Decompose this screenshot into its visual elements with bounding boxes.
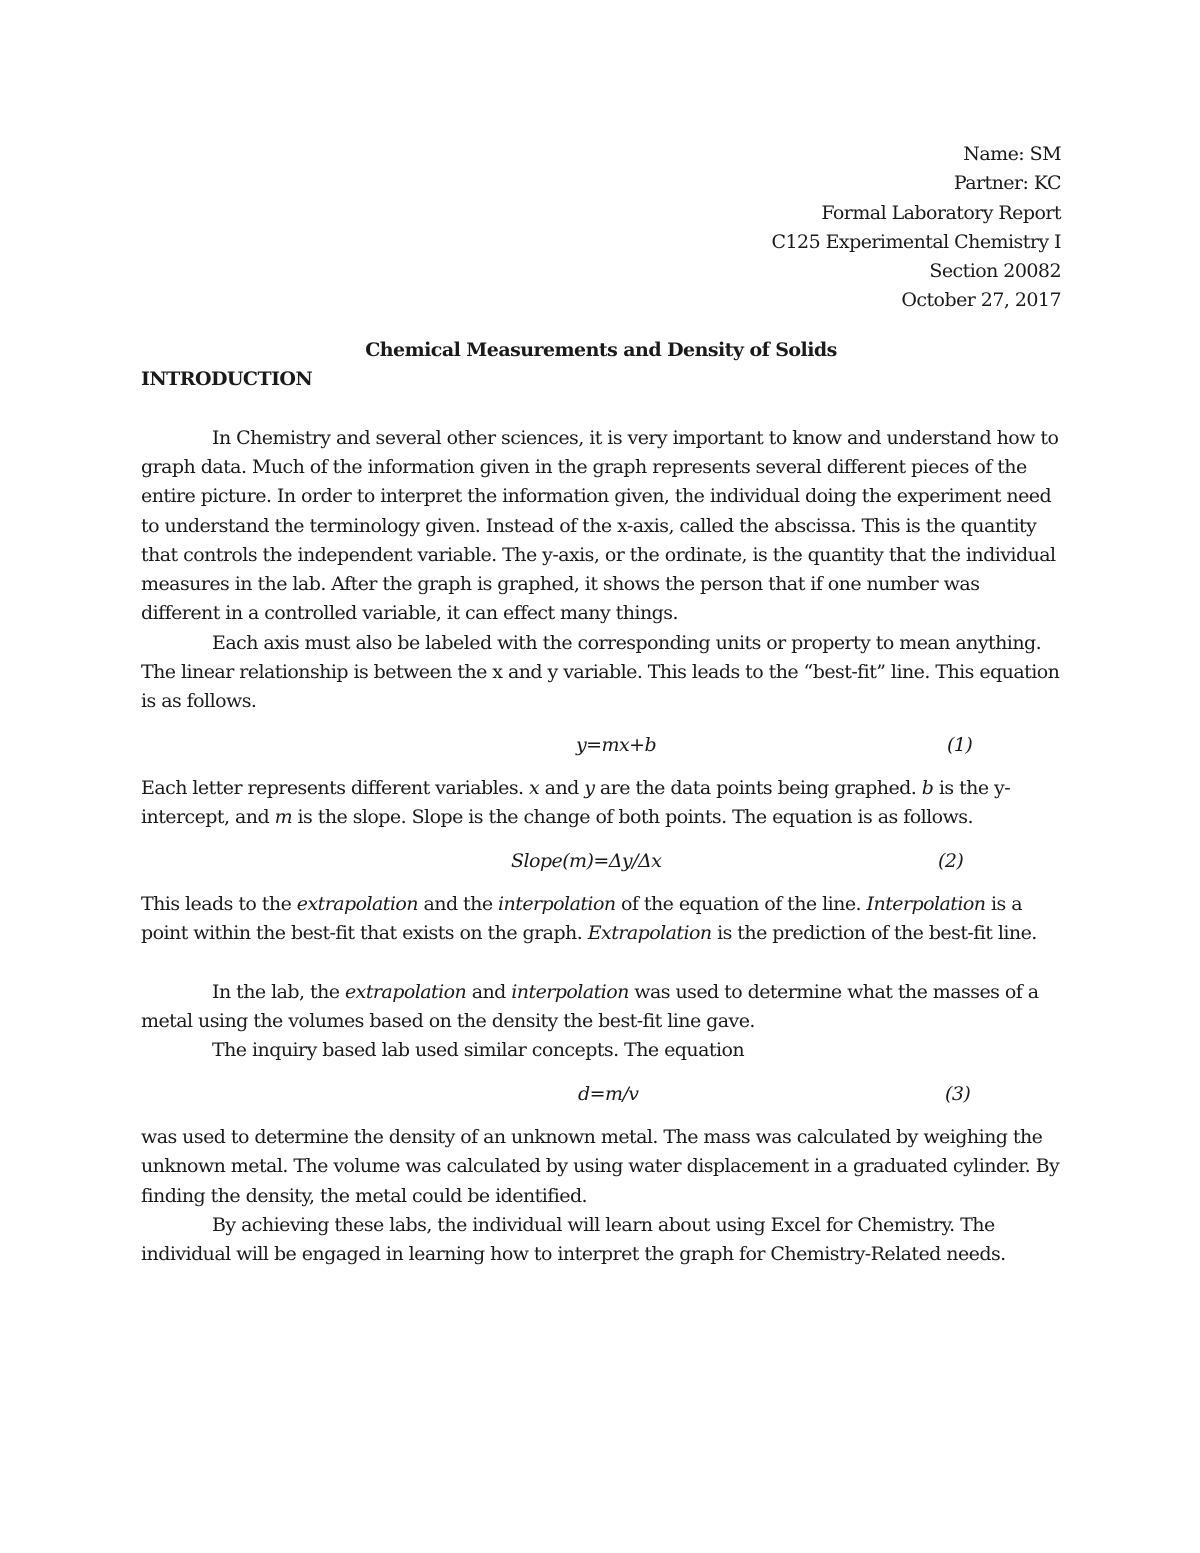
equation-2-number: (2) bbox=[938, 849, 964, 872]
student-name: Name: SM bbox=[963, 143, 1061, 165]
equation-1 bbox=[141, 731, 1061, 760]
term-extrapolation: extrapolation bbox=[296, 892, 418, 915]
variable-m: m bbox=[274, 806, 293, 829]
paragraph-density: was used to determine the density of an unknown metal. The mass was calculated by weighing the unknown metal. The volume was calculated by using water displacement in a graduated cylinder. By finding the density, the metal could be identified. bbox=[141, 1125, 1060, 1207]
variable-b: b bbox=[921, 776, 934, 799]
text-run: and bbox=[539, 776, 585, 799]
equation-2-expression: Slope(m)=Δy/Δx bbox=[511, 849, 662, 872]
paragraph-axis-labels: Each axis must also be labeled with the corresponding units or property to mean anything. The linear relationship is between the x and y variable. This leads to the “best-fit” line. This equation is as follows. bbox=[141, 631, 1060, 713]
text-run: is the prediction of the best-fit line. bbox=[711, 922, 1037, 945]
paragraph-conclusion: By achieving these labs, the individual will learn about using Excel for Chemistry. The individual will be engaged in learning how to interpret the graph for Chemistry-Related needs. bbox=[141, 1213, 1006, 1266]
variable-y: y bbox=[584, 776, 595, 799]
text-run: and the bbox=[418, 892, 499, 915]
term-interpolation: interpolation bbox=[511, 980, 629, 1003]
equation-2 bbox=[141, 847, 1061, 876]
paragraph-variables bbox=[141, 774, 1061, 833]
text-run: is a point within the best-fit that exists on the graph. bbox=[141, 892, 1022, 945]
equation-1-number: (1) bbox=[947, 733, 973, 756]
text-run: was used to determine what the masses of a metal using the volumes based on the density the best-fit line gave. bbox=[141, 980, 1039, 1033]
equation-3-expression: d=m/v bbox=[578, 1082, 639, 1105]
term-interpolation: Interpolation bbox=[866, 892, 986, 915]
equation-3 bbox=[141, 1080, 1061, 1109]
paragraph-graphing: In Chemistry and several other sciences, it is very important to know and understand how to graph data. Much of the information given in the graph represents several different pieces of the entire picture. In order to interpret the information given, the individual doing the experiment need to understand the terminology given. Instead of the x-axis, called the abscissa. This is the quantity that controls the independent variable. The y-axis, or the ordinate, is the quantity that the individual measures in the lab. After the graph is graphed, it shows the person that if one number was different in a controlled variable, it can effect many things. bbox=[141, 426, 1059, 625]
section-number: Section 20082 bbox=[929, 260, 1061, 283]
text-run: In the lab, the bbox=[212, 980, 345, 1003]
document-page bbox=[141, 140, 1061, 1269]
variable-x: x bbox=[529, 776, 540, 799]
text-run: is the y-intercept, and bbox=[141, 776, 1011, 829]
equation-3-number: (3) bbox=[945, 1082, 971, 1105]
report-title: Chemical Measurements and Density of Solids bbox=[365, 338, 837, 361]
paragraph-lab-usage bbox=[141, 978, 1061, 1037]
section-heading-introduction: INTRODUCTION bbox=[141, 368, 313, 391]
text-run: Each letter represents different variables. bbox=[141, 776, 529, 799]
paragraph-extrapolation bbox=[141, 890, 1061, 949]
text-run: and bbox=[466, 980, 512, 1003]
text-run: are the data points being graphed. bbox=[594, 776, 922, 799]
text-run: This leads to the bbox=[141, 892, 297, 915]
text-run: of the equation of the line. bbox=[615, 892, 867, 915]
report-type: Formal Laboratory Report bbox=[821, 201, 1061, 224]
equation-1-expression: y=mx+b bbox=[576, 733, 657, 756]
report-header bbox=[141, 140, 1061, 316]
term-extrapolation: Extrapolation bbox=[587, 922, 712, 945]
report-date: October 27, 2017 bbox=[901, 289, 1061, 312]
text-run: is the slope. Slope is the change of both points. The equation is as follows. bbox=[292, 806, 973, 829]
course-name: C125 Experimental Chemistry I bbox=[771, 230, 1061, 253]
spacer bbox=[141, 394, 1061, 423]
term-interpolation: interpolation bbox=[498, 892, 616, 915]
spacer bbox=[141, 948, 1061, 977]
paragraph-inquiry-lab: The inquiry based lab used similar concepts. The equation bbox=[212, 1039, 745, 1062]
term-extrapolation: extrapolation bbox=[344, 980, 467, 1003]
partner-name: Partner: KC bbox=[953, 172, 1061, 195]
